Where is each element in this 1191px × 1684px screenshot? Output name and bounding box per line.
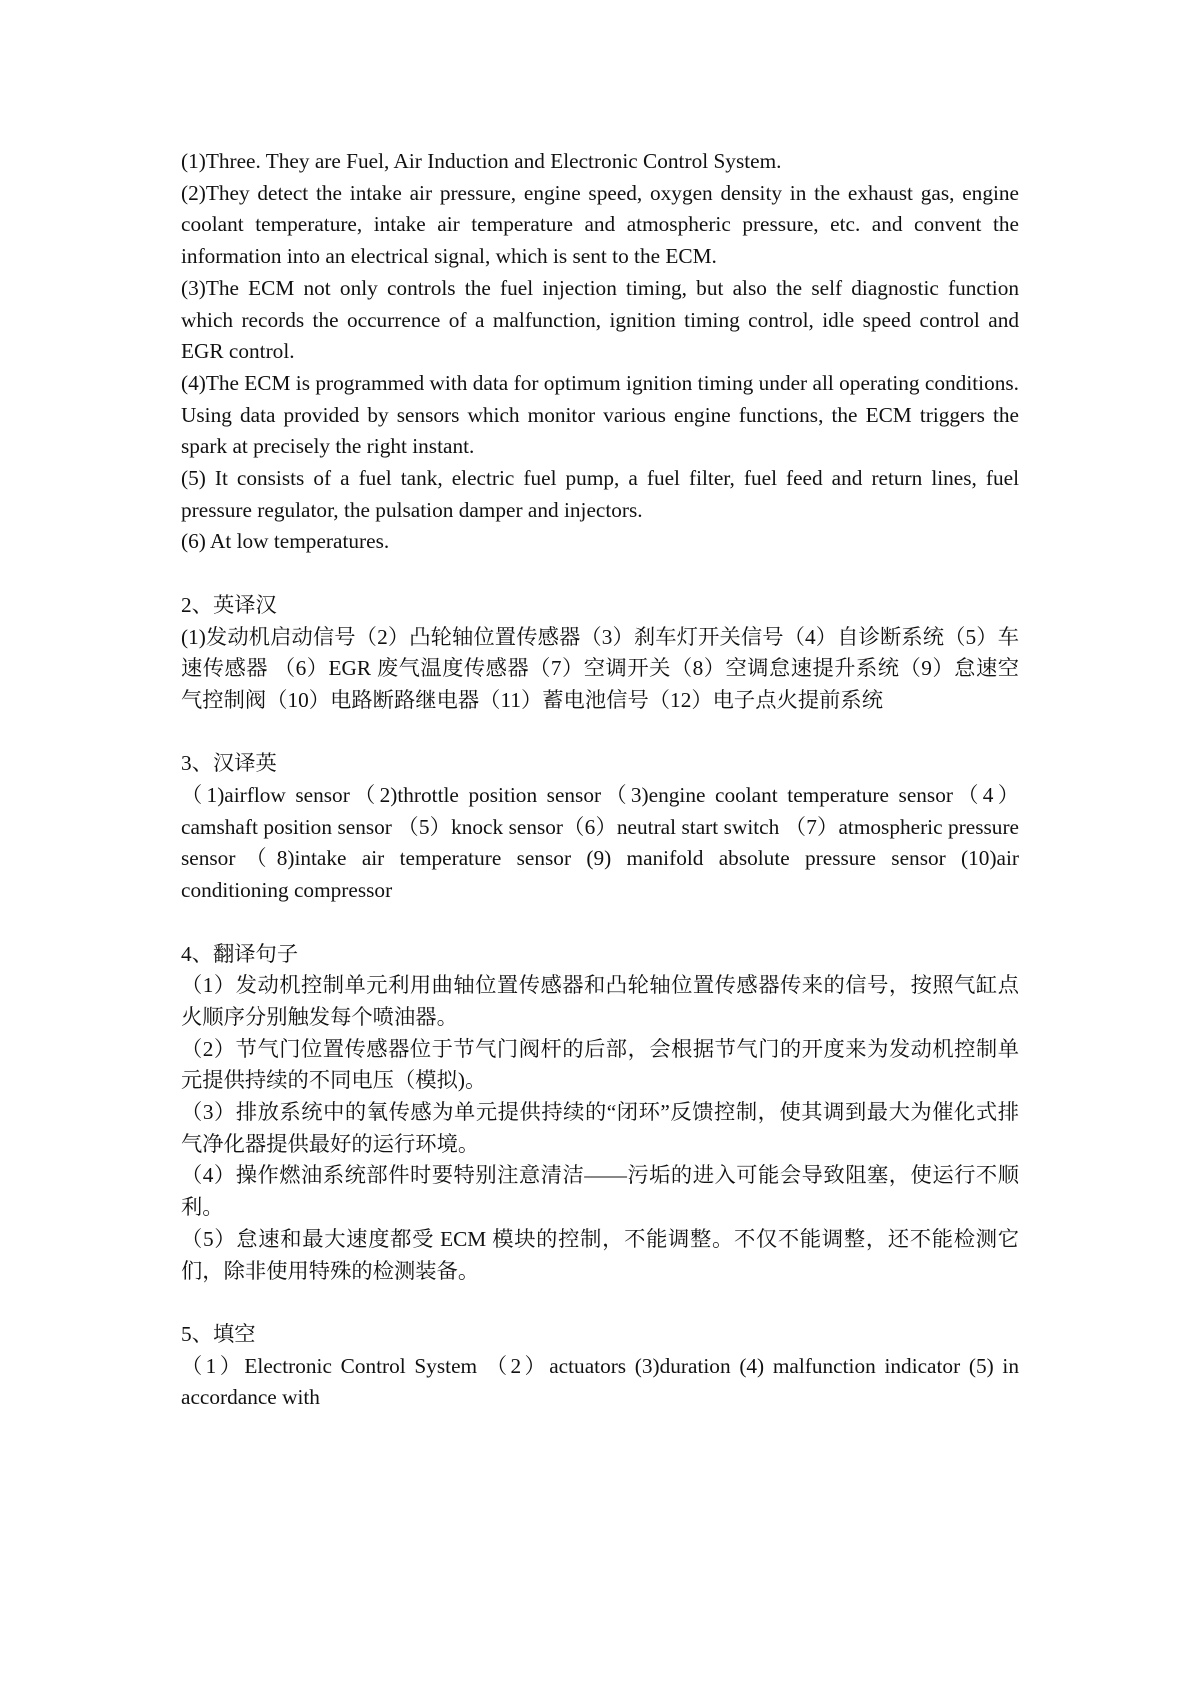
answer-item-4: (4)The ECM is programmed with data for optimum ignition timing under all operating conditions. Using data provided by sensors which monitor various engine functions, the ECM triggers the spark at precisely the right instant. [181,370,1019,459]
section-heading: 3、汉译英 [181,751,277,776]
section-body: （1)airflow sensor（2)throttle position sensor（3)engine coolant temperature sensor（4）camshaft position sensor （5）knock sensor（6）neutral start switch （7）atmospheric pressure sensor（8)intake air temperature sensor (9) manifold absolute pressure sensor (10)air conditioning compressor [181,783,1019,903]
section-spacer [181,907,1019,939]
document-page [181,146,1019,1414]
sentence-item-2: （2）节气门位置传感器位于节气门阀杆的后部，会根据节气门的开度来为发动机控制单元提供持续的不同电压（模拟)。 [181,1036,1019,1093]
sentence-item-5: （5）怠速和最大速度都受 ECM 模块的控制，不能调整。不仅不能调整，还不能检测它们，除非使用特殊的检测装备。 [181,1226,1019,1283]
answer-item-6: (6) At low temperatures. [181,529,390,554]
sentence-item-4: （4）操作燃油系统部件时要特别注意清洁——污垢的进入可能会导致阻塞，使运行不顺利。 [181,1163,1019,1220]
answer-item-1: (1)Three. They are Fuel, Air Induction and Electronic Control System. [181,149,782,173]
section-heading: 4、翻译句子 [181,941,299,966]
section-spacer [181,1287,1019,1319]
section-spacer [181,558,1019,590]
answers-section-1 [181,146,1019,558]
section-chinese-to-english [181,748,1019,907]
answer-item-3: (3)The ECM not only controls the fuel injection timing, but also the self diagnostic function which records the occurrence of a malfunction, ignition timing control, idle speed control and EGR control. [181,275,1019,364]
section-english-to-chinese [181,590,1019,717]
section-spacer [181,717,1019,749]
sentence-item-3: （3）排放系统中的氧传感为单元提供持续的“闭环”反馈控制，使其调到最大为催化式排气净化器提供最好的运行环境。 [181,1100,1019,1156]
section-body: (1)发动机启动信号（2）凸轮轴位置传感器（3）刹车灯开关信号（4）自诊断系统（5）车速传感器 （6）EGR 废气温度传感器（7）空调开关（8）空调怠速提升系统（9）怠速空气控制阀（10）电路断路继电器（11）蓄电池信号（12）电子点火提前系统 [181,624,1019,712]
answer-item-5: (5) It consists of a fuel tank, electric fuel pump, a fuel filter, fuel feed and return lines, fuel pressure regulator, the pulsation damper and injectors. [181,466,1019,522]
section-heading: 2、英译汉 [181,592,277,617]
section-translate-sentences [181,939,1019,1288]
section-fill-in-blanks [181,1319,1019,1414]
section-body: （1）Electronic Control System （2）actuators (3)duration (4) malfunction indicator (5) in accordance with [181,1353,1019,1410]
answer-item-2: (2)They detect the intake air pressure, engine speed, oxygen density in the exhaust gas, engine coolant temperature, intake air temperature and atmospheric pressure, etc. and convent the information into an electrical signal, which is sent to the ECM. [181,180,1019,269]
section-heading: 5、填空 [181,1321,256,1346]
sentence-item-1: （1）发动机控制单元利用曲轴位置传感器和凸轮轴位置传感器传来的信号，按照气缸点火顺序分别触发每个喷油器。 [181,973,1019,1029]
